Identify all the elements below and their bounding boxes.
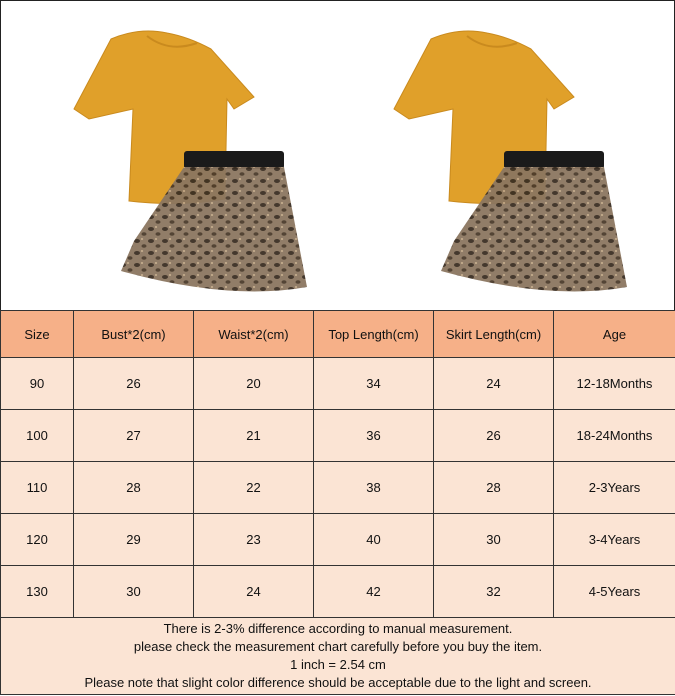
header-top-length: Top Length(cm) (314, 311, 434, 358)
outfit-image-left (49, 9, 349, 309)
cell-size: 120 (1, 514, 74, 566)
table-row (1, 566, 675, 618)
skirt-waistband (184, 151, 284, 169)
table-row (1, 514, 675, 566)
cell-waist: 20 (194, 358, 314, 410)
size-chart-table (0, 310, 675, 695)
cell-waist: 24 (194, 566, 314, 618)
cell-bust: 28 (74, 462, 194, 514)
skirt-waistband (504, 151, 604, 169)
cell-bust: 26 (74, 358, 194, 410)
cell-size: 110 (1, 462, 74, 514)
cell-size: 130 (1, 566, 74, 618)
cell-bust: 27 (74, 410, 194, 462)
cell-age: 4-5Years (554, 566, 675, 618)
note-color-difference: Please note that slight color difference should be acceptable due to the light and screen. (84, 675, 592, 690)
cell-skirt-length: 32 (434, 566, 554, 618)
notes-row (1, 618, 675, 695)
cell-age: 3-4Years (554, 514, 675, 566)
note-measurement-difference: There is 2-3% difference according to manual measurement. (163, 621, 513, 636)
table-row (1, 410, 675, 462)
table-row (1, 358, 675, 410)
cell-bust: 29 (74, 514, 194, 566)
cell-top-length: 40 (314, 514, 434, 566)
notes-cell (1, 618, 675, 695)
cell-waist: 22 (194, 462, 314, 514)
table-row (1, 462, 675, 514)
cell-bust: 30 (74, 566, 194, 618)
cell-top-length: 42 (314, 566, 434, 618)
note-check-chart: please check the measurement chart carefully before you buy the item. (133, 639, 543, 654)
cell-size: 100 (1, 410, 74, 462)
header-bust: Bust*2(cm) (74, 311, 194, 358)
table-header-row (1, 311, 675, 358)
cell-waist: 21 (194, 410, 314, 462)
cell-skirt-length: 30 (434, 514, 554, 566)
cell-age: 12-18Months (554, 358, 675, 410)
cell-skirt-length: 24 (434, 358, 554, 410)
header-waist: Waist*2(cm) (194, 311, 314, 358)
note-inch-conversion: 1 inch = 2.54 cm (290, 657, 386, 672)
cell-top-length: 34 (314, 358, 434, 410)
cell-top-length: 38 (314, 462, 434, 514)
cell-skirt-length: 26 (434, 410, 554, 462)
product-photo-area (0, 0, 675, 311)
cell-age: 2-3Years (554, 462, 675, 514)
cell-skirt-length: 28 (434, 462, 554, 514)
outfit-image-right (369, 9, 669, 309)
cell-size: 90 (1, 358, 74, 410)
cell-top-length: 36 (314, 410, 434, 462)
cell-age: 18-24Months (554, 410, 675, 462)
header-skirt-length: Skirt Length(cm) (434, 311, 554, 358)
header-age: Age (554, 311, 675, 358)
cell-waist: 23 (194, 514, 314, 566)
header-size: Size (1, 311, 74, 358)
